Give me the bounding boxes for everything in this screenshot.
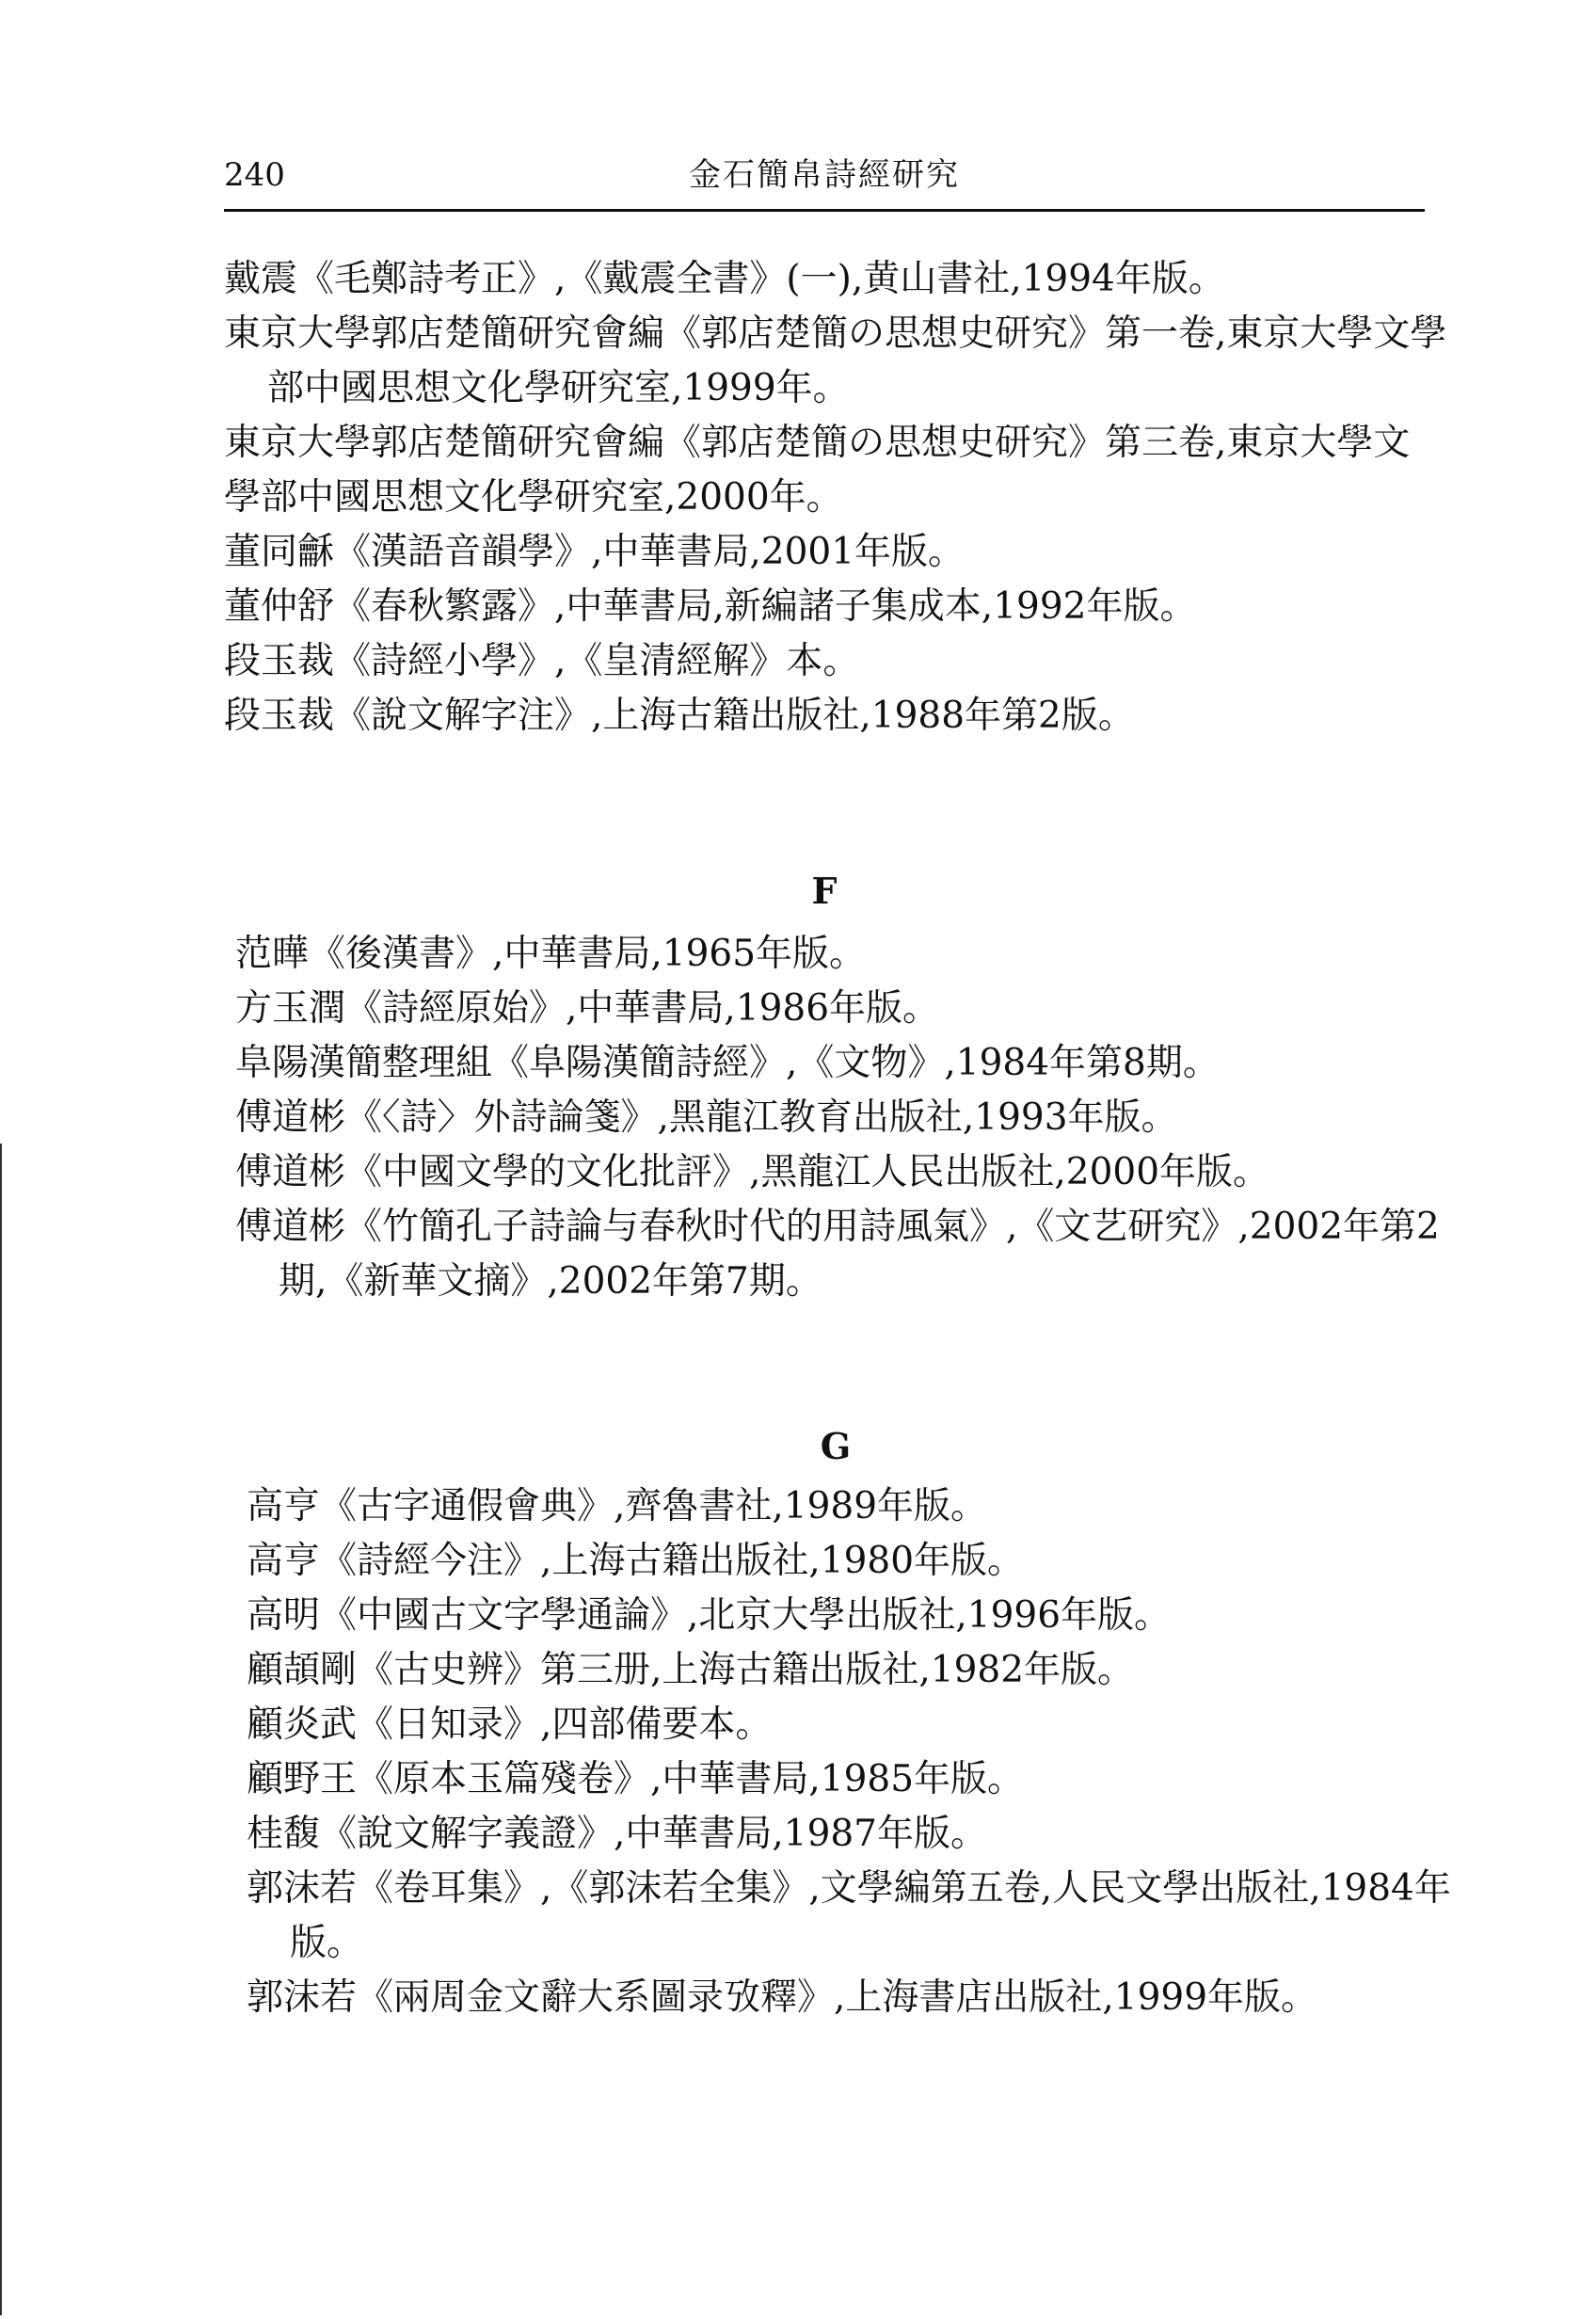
bibliography-entry: 郭沫若《卷耳集》,《郭沫若全集》,文學編第五卷,人民文學出版社,1984年版。 <box>247 1867 1451 1964</box>
running-head <box>224 151 1425 200</box>
bibliography-entry: 高亨《古字通假會典》,齊魯書社,1989年版。 <box>247 1485 988 1527</box>
bibliography-entry: 董仲舒《春秋繁露》,中華書局,新編諸子集成本,1992年版。 <box>224 585 1197 628</box>
bibliography-entry: 高亨《詩經今注》,上海古籍出版社,1980年版。 <box>247 1540 1025 1582</box>
bibliography-entry: 桂馥《說文解字義證》,中華書局,1987年版。 <box>247 1813 988 1855</box>
bibliography-entry: 董同龢《漢語音韻學》,中華書局,2001年版。 <box>224 531 966 573</box>
bibliography-entry: 段玉裁《詩經小學》,《皇清經解》本。 <box>224 640 860 682</box>
bibliography-entry: 郭沫若《兩周金文辭大系圖录攷釋》,上海書店出版社,1999年版。 <box>247 1976 1318 2019</box>
bibliography-entry: 傅道彬《中國文學的文化批評》,黑龍江人民出版社,2000年版。 <box>235 1151 1270 1193</box>
bibliography-entry: 高明《中國古文字學通論》,北京大學出版社,1996年版。 <box>247 1594 1172 1637</box>
section-f <box>235 927 1459 1309</box>
bibliography-entry: 顧炎武《日知录》,四部備要本。 <box>247 1703 773 1746</box>
section-letter-f: F <box>811 870 838 912</box>
header-rule <box>224 209 1425 212</box>
bibliography-entry: 方玉潤《詩經原始》,中華書局,1986年版。 <box>235 987 940 1030</box>
book-title: 金石簡帛詩經研究 <box>689 156 960 194</box>
bibliography-entry: 東京大學郭店楚簡研究會編《郭店楚簡の思想史研究》第一卷,東京大學文學部中國思想文化學研究室,1999年。 <box>224 312 1447 409</box>
bibliography-entry: 阜陽漢簡整理組《阜陽漢簡詩經》,《文物》,1984年第8期。 <box>235 1042 1220 1084</box>
bibliography-entry: 段玉裁《說文解字注》,上海古籍出版社,1988年第2版。 <box>224 695 1135 737</box>
bibliography-entry: 顧野王《原本玉篇殘卷》,中華書局,1985年版。 <box>247 1758 1025 1800</box>
bibliography-entry: 范曄《後漢書》,中華書局,1965年版。 <box>235 933 867 975</box>
bibliography-entry: 傅道彬《〈詩〉外詩論箋》,黑龍江教育出版社,1993年版。 <box>235 1096 1178 1139</box>
bibliography-entry: 戴震《毛鄭詩考正》,《戴震全書》(一),黄山書社,1994年版。 <box>224 258 1225 300</box>
section-g <box>247 1479 1470 2025</box>
section-d <box>224 252 1447 744</box>
section-letter-g: G <box>820 1425 852 1467</box>
scan-edge-line <box>0 1144 2 2315</box>
bibliography-entry: 顧頡剛《古史辨》第三册,上海古籍出版社,1982年版。 <box>247 1649 1135 1691</box>
bibliography-entry: 東京大學郭店楚簡研究會編《郭店楚簡の思想史研究》第三卷,東京大學文學部中國思想文化學研究室,2000年。 <box>224 422 1411 519</box>
bibliography-entry: 傅道彬《竹簡孔子詩論与春秋时代的用詩風氣》,《文艺研究》,2002年第2期,《新華文摘》,2002年第7期。 <box>235 1206 1440 1303</box>
page-number: 240 <box>224 156 285 194</box>
